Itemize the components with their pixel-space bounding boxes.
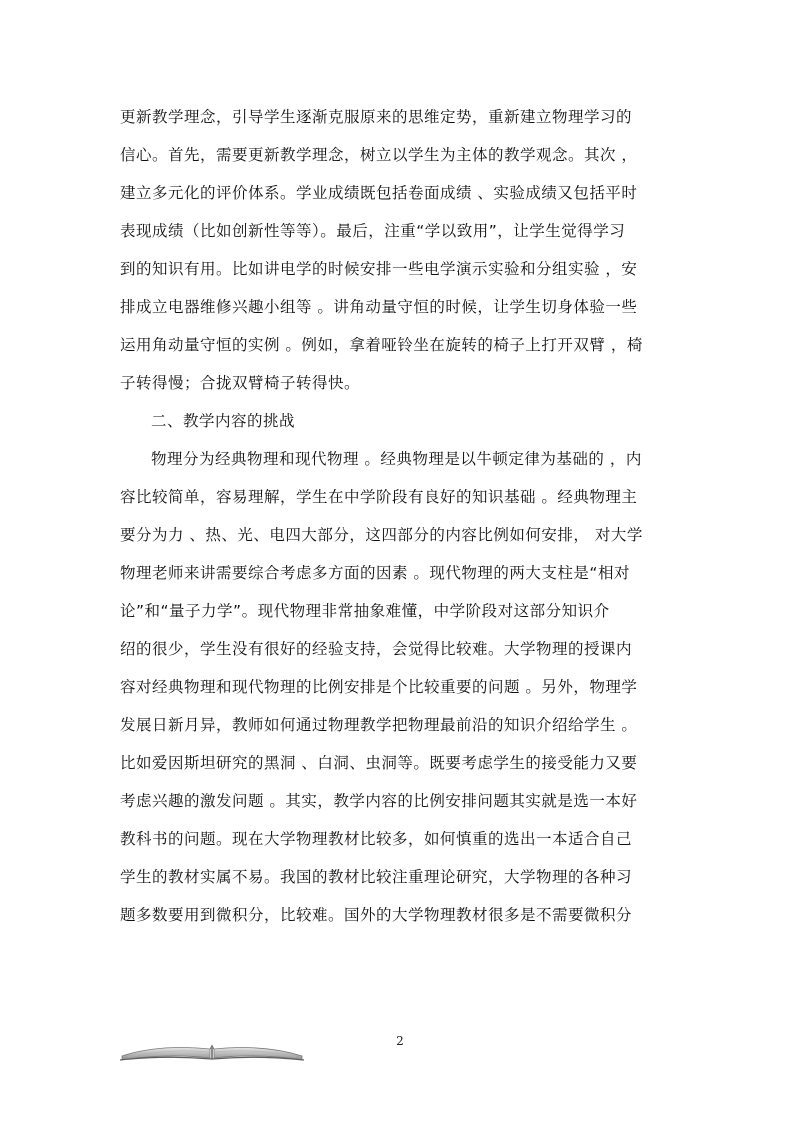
text-line: 学生的教材实属不易。我国的教材比较注重理论研究，大学物理的各种习 xyxy=(120,868,633,886)
text-line: 容对经典物理和现代物理的比例安排是个比较重要的问题 。另外，物理学 xyxy=(120,678,638,696)
text-line: 发展日新月异，教师如何通过物理教学把物理最前沿的知识介绍给学生 。 xyxy=(120,716,638,734)
text-line: 绍的很少，学生没有很好的经验支持，会觉得比较难。大学物理的授课内 xyxy=(120,640,633,658)
text-line: 容比较简单，容易理解，学生在中学阶段有良好的知识基础 。经典物理主 xyxy=(120,488,638,506)
paragraph-first-line: 物理分为经典物理和现代物理 。经典物理是以牛顿定律为基础的 ，内 xyxy=(151,450,642,468)
open-book-icon xyxy=(118,1036,306,1062)
text-line: 信心。首先，需要更新教学理念，树立以学生为主体的教学观念。其次 ， xyxy=(120,146,638,164)
text-line: 到的知识有用。比如讲电学的时候安排一些电学演示实验和分组实验 ，安 xyxy=(120,260,638,278)
text-line: 教科书的问题。现在大学物理教材比较多，如何慎重的选出一本适合自己 xyxy=(120,830,633,848)
page-number: 2 xyxy=(396,1034,404,1048)
text-line: 比如爱因斯坦研究的黑洞 、白洞、虫洞等。既要考虑学生的接受能力又要 xyxy=(120,754,638,772)
text-line: 子转得慢；合拢双臂椅子转得快。 xyxy=(120,374,361,392)
text-line: 考虑兴趣的激发问题 。其实，教学内容的比例安排问题其实就是选一本好 xyxy=(120,792,638,810)
text-line: 表现成绩（比如创新性等等）。最后，注重“学以致用”，让学生觉得学习 xyxy=(120,222,626,240)
text-line: 物理老师来讲需要综合考虑多方面的因素 。现代物理的两大支柱是“相对 xyxy=(120,564,630,582)
text-line: 要分为力 、热、光、电四大部分，这四部分的内容比例如何安排， 对大学 xyxy=(120,526,643,544)
text-line: 更新教学理念，引导学生逐渐克服原来的思维定势，重新建立物理学习的 xyxy=(120,108,633,126)
text-line: 题多数要用到微积分，比较难。国外的大学物理教材很多是不需要微积分 xyxy=(120,906,633,924)
text-line: 运用角动量守恒的实例 。例如，拿着哑铃坐在旋转的椅子上打开双臂 ，椅 xyxy=(120,336,643,354)
text-line: 建立多元化的评价体系。学业成绩既包括卷面成绩 、实验成绩又包括平时 xyxy=(120,184,638,202)
text-line: 论”和“量子力学”。现代物理非常抽象难懂，中学阶段对这部分知识介 xyxy=(120,602,610,620)
text-line: 排成立电器维修兴趣小组等 。讲角动量守恒的时候，让学生切身体验一些 xyxy=(120,298,638,316)
section-heading: 二、教学内容的挑战 xyxy=(151,412,296,430)
body-text xyxy=(120,98,680,934)
